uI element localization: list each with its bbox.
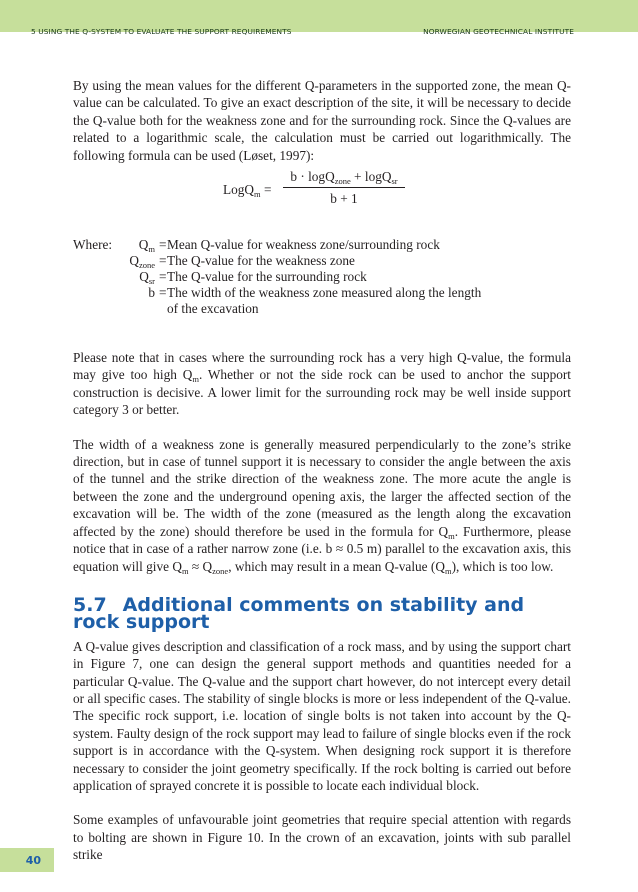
section-number: 5.7 [73, 593, 107, 616]
variable-definitions [73, 236, 571, 332]
definition-text: Mean Q-value for weakness zone/surrounding rock [167, 237, 440, 253]
definition-row [73, 252, 571, 269]
definition-text-continued: of the excavation [167, 301, 259, 317]
formula-denominator: b + 1 [330, 191, 358, 207]
header-institute-name: NORWEGIAN GEOTECHNICAL INSTITUTE [423, 27, 574, 36]
definition-text: The width of the weakness zone measured along the length [167, 285, 482, 301]
formula-lhs-text: LogQ [223, 182, 255, 198]
definition-symbol: $Q_m$ [138, 237, 155, 255]
numerator-subscript-1: zone [334, 176, 351, 187]
definition-symbol: b [148, 285, 155, 301]
formula-equals: = [260, 182, 272, 198]
running-header [0, 0, 638, 36]
header-chapter-title: 5 USING THE Q-SYSTEM TO EVALUATE THE SUPPORT REQUIREMENTS [31, 27, 292, 36]
formula-lhs-subscript: m [254, 189, 261, 200]
formula-fraction [283, 168, 405, 208]
definition-equals: = [159, 253, 167, 269]
intro-paragraph: By using the mean values for the different Q-parameters in the supported zone, the mean Q-value can be calculated. To give an exact description of the site, it will be necessary to decide the Q-value both for the weakness zone and for the surrounding rock. Since the Q-values are related to a logarithmic scale, the calculation must be carried out logarithmically. The following formula can be used (Løset, 1997): [73, 78, 571, 163]
numerator-term-1: b · logQ [290, 169, 335, 185]
definition-symbol: $Q_{zone}$ [129, 253, 155, 271]
section-title: Additional comments on stability and rock support [73, 593, 525, 634]
page-body [73, 77, 571, 864]
definition-row-continued [73, 300, 571, 317]
definition-row [73, 284, 571, 301]
definition-equals: = [159, 269, 167, 285]
page-number: 40 [0, 848, 54, 872]
definition-row [73, 268, 571, 285]
numerator-subscript-2: sr [391, 176, 398, 187]
where-label: Where: [73, 237, 113, 253]
numerator-term-2: + logQ [350, 169, 392, 185]
definition-equals: = [159, 237, 167, 253]
definition-text: The Q-value for the surrounding rock [167, 269, 367, 285]
section-heading [73, 593, 571, 634]
definition-equals: = [159, 285, 167, 301]
definition-symbol: $Q_{sr}$ [139, 269, 155, 287]
formula-numerator [283, 168, 405, 187]
stability-paragraph: A Q-value gives description and classification of a rock mass, and by using the support chart in Figure 7, one can design the general support methods and quantities needed for a particular Q-value. The Q-value and the support chart however, do not intercept every detail or all specific cases. The stability of single blocks is more or less independent of the Q-value. The specific rock support, i.e. location of single bolts is not taken into account by the Q-system. Faulty design of the rock support may lead to failure of single blocks even if the rock support is in accordance with the Q-system. When designing rock support it is therefore necessary to consider the joint geometry specifically. If the rock bolting is carried out before application of sprayed concrete it is possible to locate each individual block. [73, 638, 571, 793]
definition-row [73, 236, 571, 253]
mean-q-formula [73, 168, 571, 232]
joint-geometry-paragraph: Some examples of unfavourable joint geometries that require special attention with regards to bolting are shown in Figure 10. In the crown of an excavation, joints with sub parallel strike [73, 812, 571, 863]
note-paragraph: Please note that in cases where the surrounding rock has a very high Q-value, the formula may give too high $Q_m$. Whether or not the side rock can be used to anchor the support construction is decisive. A lower limit for the surrounding rock may be well inside support category 3 or better. [73, 350, 571, 418]
formula-lhs [223, 181, 271, 198]
weakness-zone-paragraph: The width of a weakness zone is generally measured perpendicularly to the zone’s strike direction, but in case of tunnel support it is necessary to consider the angle between the axis of the tunnel and the strike direction of the weakness zone. The more acute the angle is between the zone and the underground opening axis, the larger the affected section of the excavation will be. The width of the zone (measured as the length along the excavation affected by the zone) should therefore be used in the formula for $Q_m$. Furthermore, please notice that in case of a rather narrow zone (i.e. b ≈ 0.5 m) parallel to the excavation axis, this equation will give $Q_m \approx Q_{zone}$, which may result in a mean Q-value $(Q_m)$, which is too low. [73, 436, 571, 576]
definition-text: The Q-value for the weakness zone [167, 253, 355, 269]
